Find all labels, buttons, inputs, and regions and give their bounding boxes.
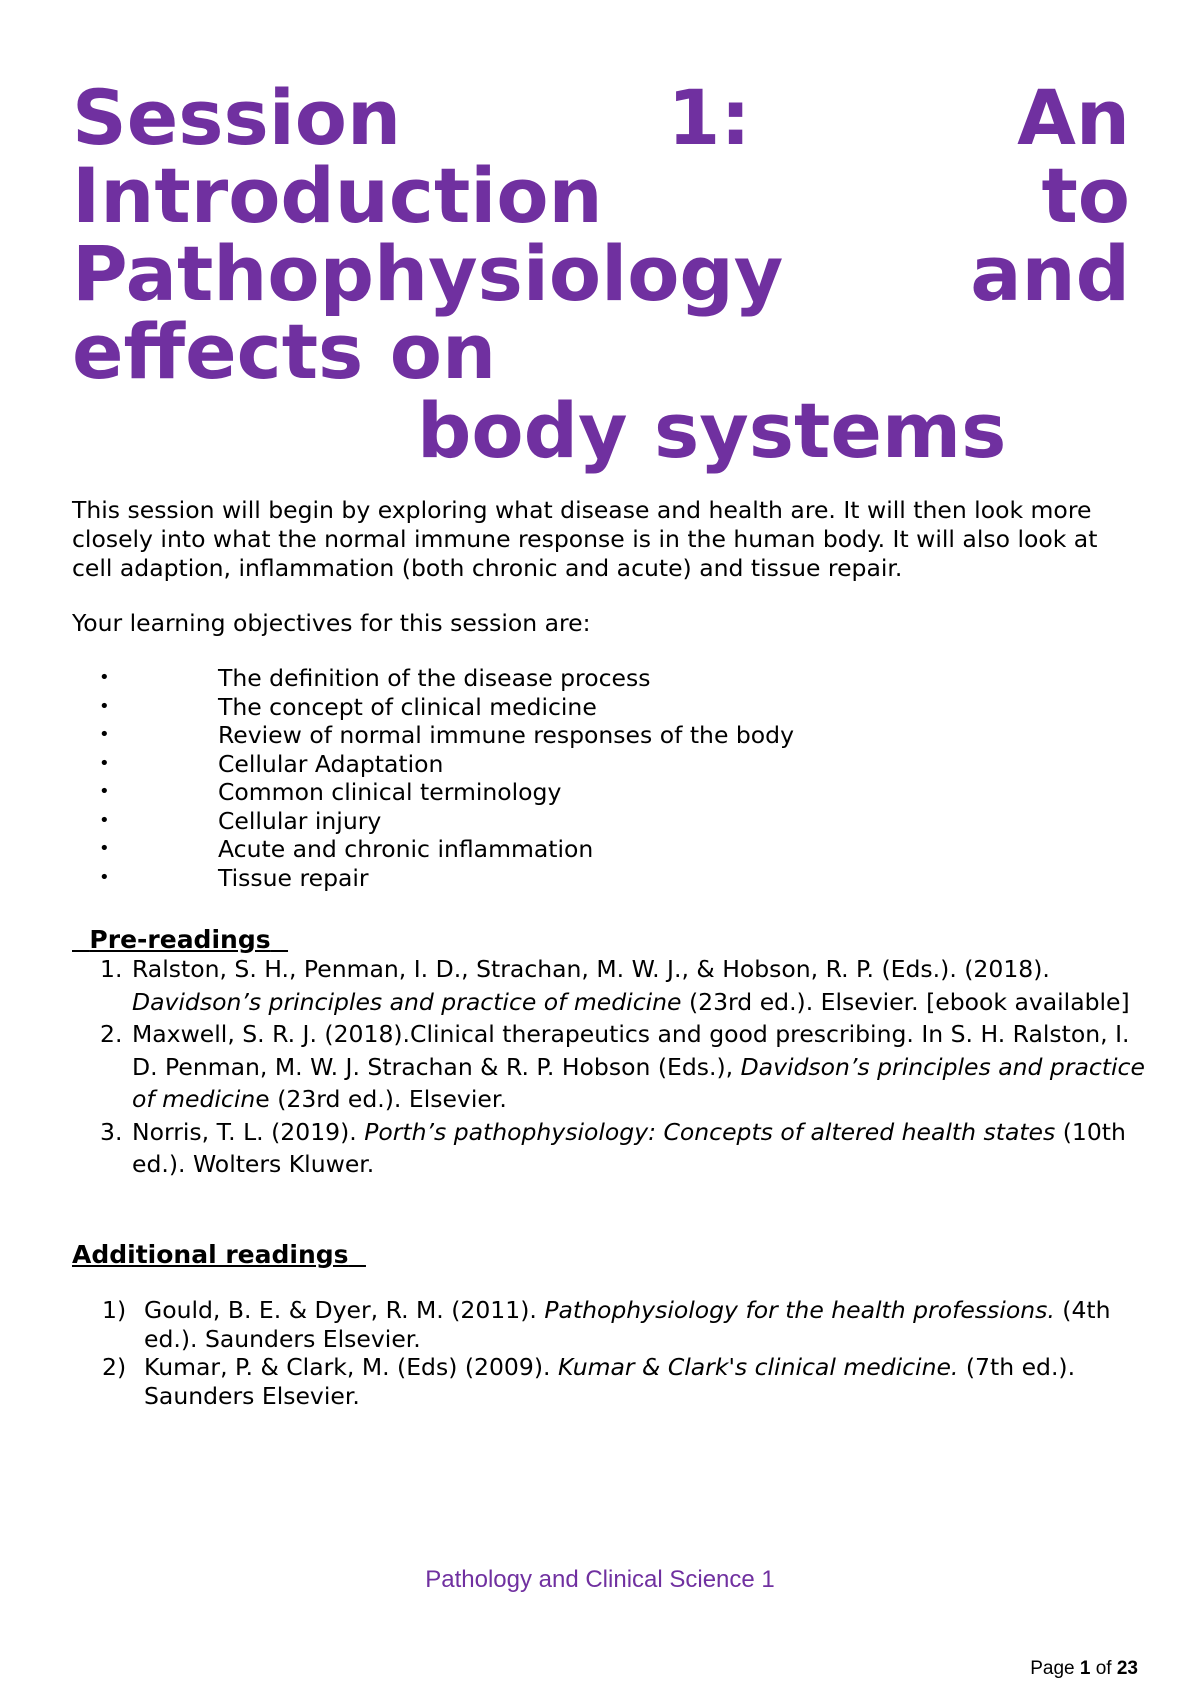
- list-item: [72, 1018, 1152, 1116]
- title-word: and: [970, 229, 1130, 318]
- objective-text: Cellular injury: [218, 806, 382, 835]
- item-number: 3.: [100, 1117, 123, 1146]
- title-line-1: [72, 73, 1130, 162]
- citation-title: Davidson’s principles and practice of medicin: [132, 1052, 1145, 1113]
- bullet-icon: •: [99, 809, 110, 831]
- additional-readings-list: [72, 1296, 1152, 1410]
- bullet-icon: •: [99, 667, 110, 688]
- item-number: 1.: [100, 955, 123, 983]
- title-word: An: [1017, 73, 1130, 162]
- page-prefix: Page: [1030, 1658, 1075, 1679]
- title-word: to: [1041, 151, 1130, 240]
- citation-text: Norris, T. L. (2019).: [132, 1117, 365, 1146]
- title-word: Session: [72, 73, 402, 162]
- objective-text: The definition of the disease process: [218, 664, 651, 692]
- objective-text: Acute and chronic inflammation: [218, 835, 594, 863]
- citation-text: (10th ed.). Wolters Kluwer.: [132, 1117, 1126, 1178]
- citation-text: Gould, B. E. & Dyer, R. M. (2011).: [144, 1296, 545, 1324]
- list-item: [72, 1353, 1152, 1410]
- footer-course-title: Pathology and Clinical Science 1: [425, 1566, 775, 1593]
- title-line-2: [72, 151, 1130, 240]
- bullet-icon: •: [99, 838, 110, 859]
- title-line-3: [72, 229, 1130, 318]
- title-line-5: body systems: [417, 386, 1007, 475]
- objectives-intro: Your learning objectives for this session are:: [72, 609, 591, 637]
- pre-readings-list: [72, 953, 1152, 1181]
- title-word: Introduction: [72, 151, 603, 240]
- objective-text: The concept of clinical medicine: [218, 692, 597, 721]
- citation-title: Davidson’s principles and practice of medicine: [132, 987, 682, 1016]
- citation-text: Ralston, S. H., Penman, I. D., Strachan, M. W. J., & Hobson, R. P. (Eds.). (2018).: [132, 955, 1050, 983]
- title-word: Pathophysiology: [72, 229, 784, 318]
- objective-text: Common clinical terminology: [218, 778, 562, 806]
- objective-text: Tissue repair: [218, 863, 369, 892]
- bullet-icon: •: [99, 752, 110, 774]
- title-line-4: effects on: [72, 307, 497, 396]
- list-item: [72, 1116, 1152, 1181]
- citation-text: (7th ed.). Saunders Elsevier.: [144, 1353, 1076, 1410]
- page-current: 1: [1079, 1658, 1091, 1679]
- page-total: 23: [1116, 1658, 1138, 1679]
- additional-readings-heading-text: Additional readings: [72, 1240, 349, 1269]
- item-number: 1): [102, 1296, 127, 1324]
- bullet-icon: •: [99, 724, 110, 745]
- citation-text: (23rd ed.). Elsevier. [ebook available]: [681, 987, 1130, 1016]
- title-word: 1:: [667, 73, 751, 162]
- page-number: [1030, 1658, 1138, 1680]
- page-of: of: [1095, 1658, 1112, 1679]
- item-number: 2): [102, 1353, 127, 1381]
- citation-text: e (23rd ed.). Elsevier.: [255, 1085, 507, 1113]
- additional-readings-heading: [72, 1240, 366, 1270]
- citation-title: Kumar & Clark's clinical medicine.: [557, 1353, 959, 1381]
- objective-text: Cellular Adaptation: [218, 749, 444, 778]
- item-number: 2.: [100, 1020, 123, 1048]
- citation-text: (4th ed.). Saunders Elsevier.: [144, 1296, 1111, 1353]
- bullet-icon: •: [99, 866, 110, 888]
- pre-readings-heading: [72, 925, 288, 955]
- citation-title: Porth’s pathophysiology: Concepts of altered health states: [364, 1117, 1056, 1146]
- list-item: [72, 1296, 1152, 1353]
- citation-text: Maxwell, S. R. J. (2018).Clinical therapeutics and good prescribing. In S. H. Ralston, I. D. Penman, M. W. J. Strachan & R. P. Hobson (Eds.),: [132, 1020, 1130, 1081]
- bullet-icon: •: [99, 695, 110, 717]
- pre-readings-heading-text: Pre-readings: [89, 925, 271, 954]
- citation-title: Pathophysiology for the health professions.: [544, 1296, 1055, 1324]
- objective-text: Review of normal immune responses of the body: [218, 721, 795, 749]
- list-item: [72, 953, 1152, 1018]
- bullet-icon: •: [99, 781, 110, 802]
- intro-paragraph: This session will begin by exploring what disease and health are. It will then look more closely into what the normal immune response is in the human body. It will also look at cell adaption, inflammation (both chronic and acute) and tissue repair.: [72, 496, 1098, 582]
- citation-text: Kumar, P. & Clark, M. (Eds) (2009).: [144, 1353, 558, 1381]
